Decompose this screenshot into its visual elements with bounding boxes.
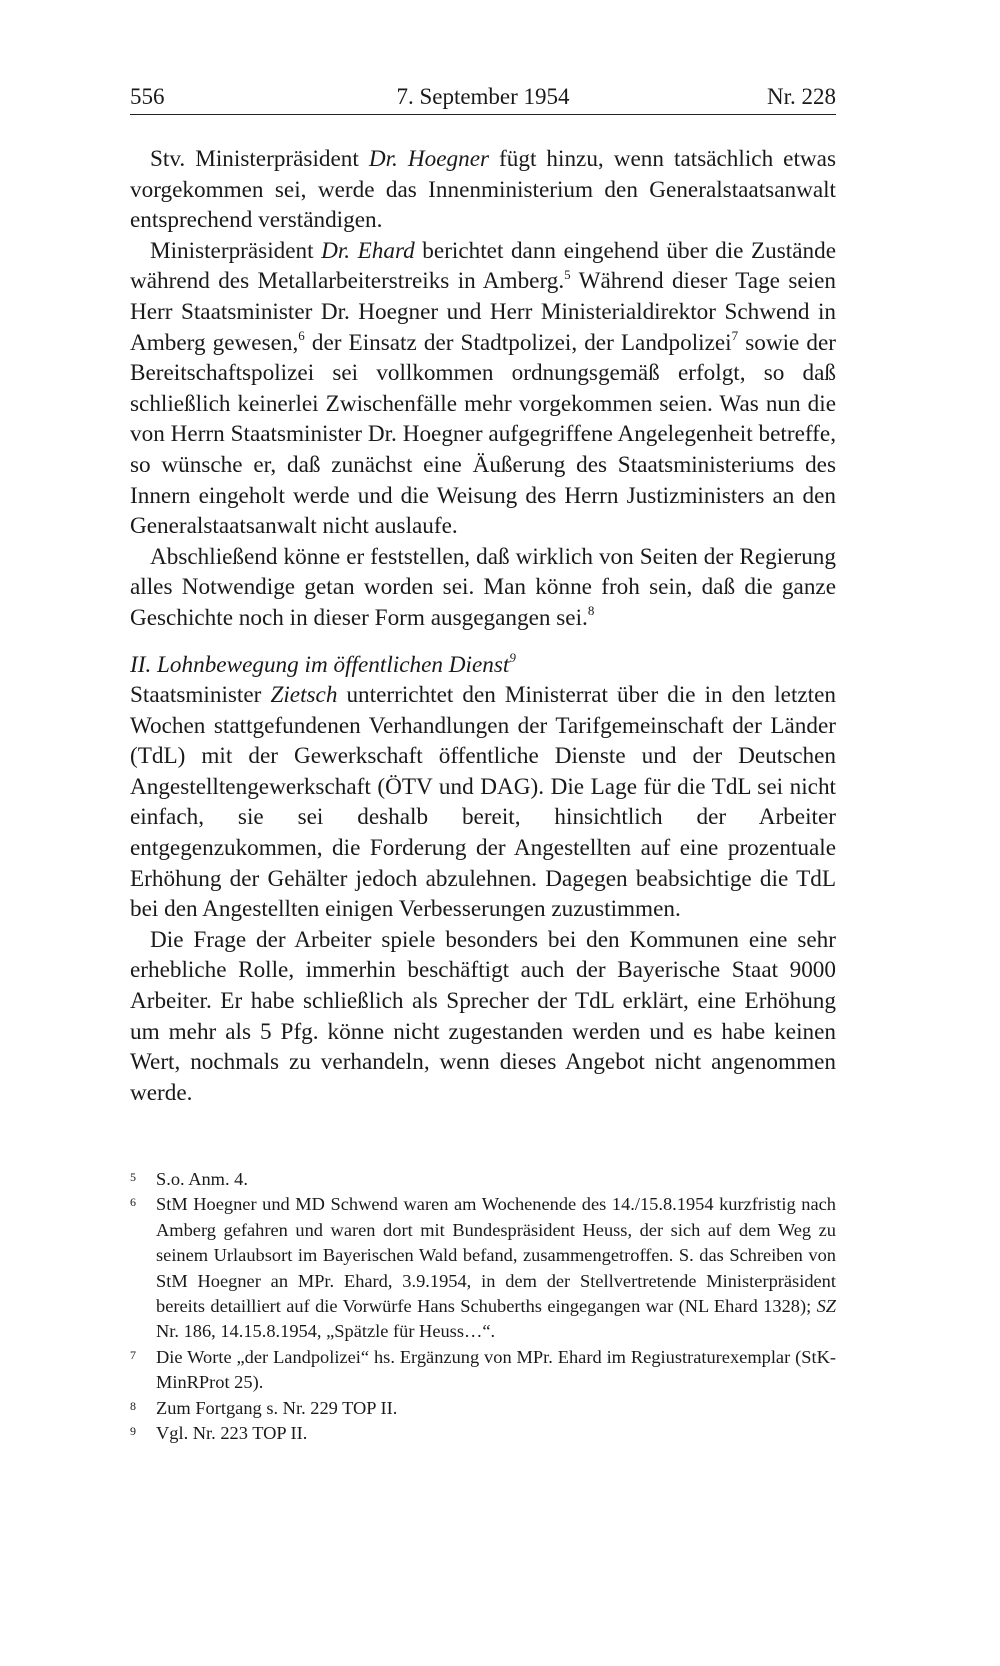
paragraph [130,542,836,634]
footnote [130,1345,836,1396]
text-run: sowie der Bereitschaftspolizei sei vollkommen ordnungsgemäß erfolgt, so daß schließlich keinerlei Zwischenfälle mehr vorgekommen seien. Was nun die von Herrn Staatsminister Dr. Hoegner aufgegriffene Angelegenheit betreffe, so wünsche er, daß zunächst eine Äußerung des Staatsministeriums des Innern eingeholt werde und die Weisung des Herrn Justizministers an den Generalstaatsanwalt nicht auslaufe. [130,329,836,540]
footnote-ref[interactable]: 8 [587,603,595,619]
footnote-number: 9 [130,1424,136,1439]
text-run: Stv. Ministerpräsident [150,146,369,172]
text-run: Ministerpräsident [150,237,322,264]
running-header [130,82,836,115]
text-run: unterrichtet den Ministerrat über die in den letzten Wochen stattgefundenen Verhandlungen der Tarifgemeinschaft der Länder (TdL) mit der Gewerkschaft öffentliche Dienste und der Deutschen Angestelltengewerkschaft (ÖTV und DAG). Die Lage für die TdL sei nicht einfach, sie sei deshalb bereit, hinsichtlich der Arbeiter entgegenzukommen, die Forderung der Angestellten auf eine prozentuale Erhöhung der Gehälter jedoch abzulehnen. Dagegen beabsichtige die TdL bei den Angestellten einigen Verbesserungen zuzustimmen. [130,682,837,923]
footnote-ref[interactable]: 7 [731,327,739,343]
text-run: Nr. 186, 14.15.8.1954, „Spätzle für Heuss…“. [156,1321,496,1342]
text-run: berichtet dann eingehend über die Zustände während des Metallarbeiterstreiks in Amberg. [130,237,836,295]
person-name: Zietsch [270,682,338,709]
paragraph [130,680,836,925]
footnote-text: Vgl. Nr. 223 TOP II. [156,1423,308,1444]
footnote-text [156,1192,836,1344]
person-name: Dr. Ehard [321,237,415,264]
footnote-ref[interactable]: 5 [564,266,571,282]
footnote-text: Die Worte „der Landpolizei“ hs. Ergänzung von MPr. Ehard im Regiustraturexemplar (StK-MinRProt 25). [156,1346,836,1393]
footnote [130,1396,836,1421]
footnote-number: 6 [130,1195,136,1210]
text-run: fügt hinzu, wenn tatsächlich etwas vorgekommen sei, werde das Innenministerium den Generalstaatsanwalt entsprechend verständigen. [130,146,836,234]
footnote-number: 7 [130,1347,136,1362]
text-run: StM Hoegner und MD Schwend waren am Wochenende des 14./15.8.1954 kurzfristig nach Amberg gefahren und waren dort mit Bundespräsident Heuss, der sich auf dem Weg zu seinem Urlaubsort im Bayerischen Wald befand, zusammengetroffen. S. das Schreiben von StM Hoegner an MPr. Ehard, 3.9.1954, in dem der Stellvertretende Ministerpräsident bereits detailliert auf die Vorwürfe Hans Schuberths eingegangen war (NL Ehard 1328); [156,1194,836,1317]
footnote-text: Zum Fortgang s. Nr. 229 TOP II. [156,1397,398,1418]
header-date: 7. September 1954 [396,84,570,109]
text-run: Staatsminister [130,682,271,709]
section-heading [130,650,836,681]
footnote [130,1167,836,1192]
person-name: Dr. Hoegner [368,146,490,172]
text-run: Abschließend könne er feststellen, daß wirklich von Seiten der Regierung alles Notwendige getan worden sei. Man könne froh sein, daß die ganze Geschichte noch in dieser Form ausgegangen sei. [130,543,836,631]
text-run: Die Frage der Arbeiter spiele besonders bei den Kommunen eine sehr erhebliche Rolle, immerhin beschäftigt auch der Bayerische Staat 9000 Arbeiter. Er habe schließlich als Sprecher der TdL erklärt, eine Erhöhung um mehr als 5 Pfg. könne nicht zugestanden werden und es habe keinen Wert, nochmals zu verhandeln, wenn dieses Angebot nicht angenommen werde. [130,926,836,1106]
main-text [130,144,836,1108]
document-number: Nr. 228 [767,84,836,109]
footnote-text: S.o. Anm. 4. [156,1169,248,1189]
newspaper-name: SZ [816,1296,836,1317]
heading-text: II. Lohnbewegung im öffentlichen Dienst [130,651,510,678]
page-number: 556 [130,84,165,109]
footnote-ref[interactable]: 9 [509,649,516,665]
footnote-number: 8 [130,1398,136,1413]
footnote [130,1192,836,1344]
paragraph [130,236,836,542]
footnote [130,1421,836,1446]
footnotes [130,1167,836,1446]
text-run: Während dieser Tage seien Herr Staatsminister Dr. Hoegner und Herr Ministerialdirektor Schwend in Amberg gewesen, [130,268,836,356]
footnote-number: 5 [130,1170,136,1184]
text-run: der Einsatz der Stadtpolizei, der Landpolizei [304,329,732,356]
paragraph [130,925,836,1109]
paragraph [130,144,836,236]
footnote-ref[interactable]: 6 [298,327,305,343]
